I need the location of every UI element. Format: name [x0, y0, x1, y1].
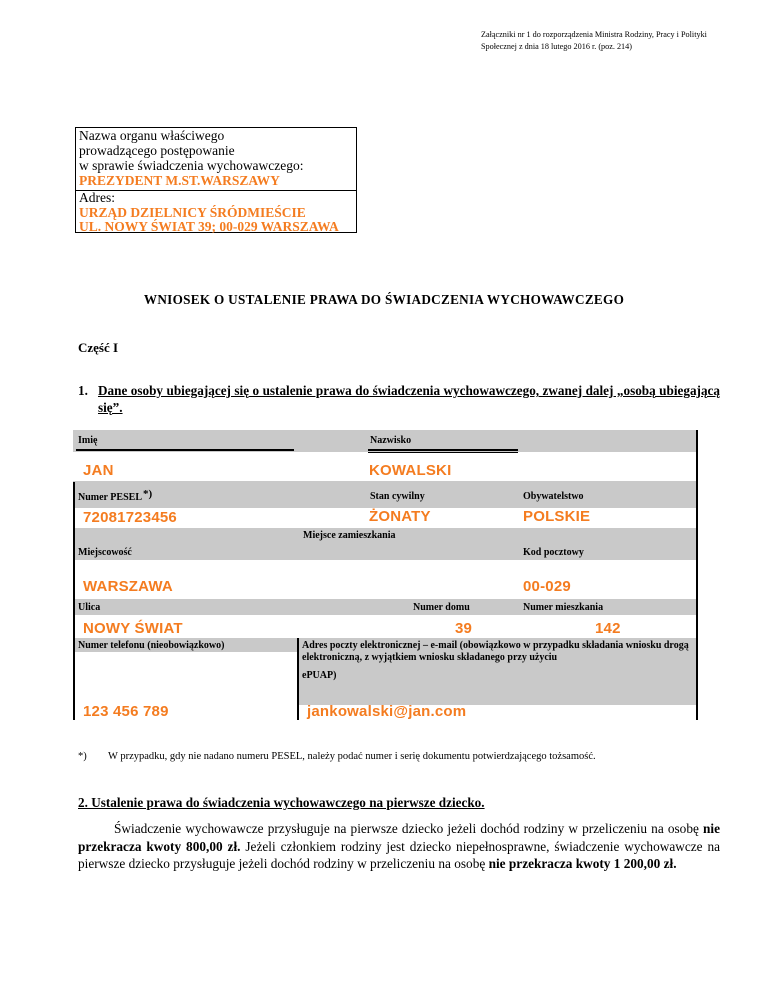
section2-threshold-2: nie przekracza kwoty 1 200,00 zł.: [488, 856, 677, 871]
apartment-number-label: Numer mieszkania: [523, 602, 604, 613]
citizenship-label: Obywatelstwo: [523, 491, 584, 502]
house-number-label: Numer domu: [413, 602, 470, 613]
section1-text: Dane osoby ubiegającej się o ustalenie prawa do świadczenia wychowawczego, zwanej dalej „osobą ubiegającą się”.: [98, 383, 720, 415]
section2-text-1: Świadczenie wychowawcze przysługuje na pierwsze dziecko jeżeli dochód rodziny w przeliczeniu na osobę: [114, 821, 703, 836]
address-line1: URZĄD DZIELNICY ŚRÓDMIEŚCIE: [79, 205, 306, 220]
marital-status-label: Stan cywilny: [370, 491, 425, 502]
address-line2: UL. NOWY ŚWIAT 39; 00-029 WARSZAWA: [79, 219, 339, 234]
document-title: WNIOSEK O USTALENIE PRAWA DO ŚWIADCZENIA WYCHOWAWCZEGO: [143, 292, 625, 307]
address-label: Adres:: [79, 190, 115, 205]
authority-name: PREZYDENT M.ST.WARSZAWY: [79, 173, 280, 188]
regulation-note: Załączniki nr 1 do rozporządzenia Ministra Rodziny, Pracy i Polityki Społecznej z dnia 18 lutego 2016 r. (poz. 214): [481, 30, 707, 51]
postal-code-value[interactable]: 00-029: [523, 578, 571, 595]
city-label: Miejscowość: [78, 547, 132, 558]
authority-label-line3: w sprawie świadczenia wychowawczego:: [79, 158, 304, 173]
part-heading: Część I: [78, 340, 119, 355]
row1-line: [368, 452, 518, 453]
authority-label-line2: prowadzącego postępowanie: [79, 143, 235, 158]
last-name-label: Nazwisko: [370, 435, 412, 446]
citizenship-value[interactable]: POLSKIE: [523, 508, 591, 525]
first-name-underline: [76, 449, 294, 451]
first-name-label: Imię: [78, 435, 98, 446]
marital-status-value[interactable]: ŻONATY: [369, 508, 431, 525]
last-name-value[interactable]: KOWALSKI: [369, 462, 452, 479]
section2-paragraph: [78, 820, 720, 873]
phone-value[interactable]: 123 456 789: [83, 703, 169, 720]
first-name-value[interactable]: JAN: [83, 462, 114, 479]
form-header-row-4: [73, 599, 698, 615]
email-label-end: ePUAP): [302, 670, 337, 681]
apartment-number-value[interactable]: 142: [595, 620, 621, 637]
pesel-label: Numer PESEL*): [78, 488, 153, 503]
phone-label: Numer telefonu (nieobowiązkowo): [78, 640, 225, 651]
authority-divider: [76, 190, 356, 191]
section1-number: 1.: [78, 383, 88, 398]
postal-code-label: Kod pocztowy: [523, 547, 584, 558]
applicant-form: [73, 430, 698, 720]
street-label: Ulica: [78, 602, 101, 613]
last-name-underline: [368, 449, 518, 451]
pesel-value[interactable]: 72081723456: [83, 509, 177, 526]
footnote-mark: *): [78, 751, 87, 762]
house-number-value[interactable]: 39: [455, 620, 473, 637]
pesel-footnote-mark: *): [143, 488, 153, 500]
section2-threshold-1: nie przekracza kwoty 800,00 zł.: [78, 821, 720, 854]
city-value[interactable]: WARSZAWA: [83, 578, 173, 595]
authority-label-line1: Nazwa organu właściwego: [79, 128, 225, 143]
street-value[interactable]: NOWY ŚWIAT: [83, 620, 183, 637]
phone-email-separator: [297, 638, 299, 720]
authority-box: [75, 127, 357, 233]
form-left-border: [73, 482, 75, 720]
footnote-text: W przypadku, gdy nie nadano numeru PESEL, należy podać numer i serię dokumentu potwierdzającego tożsamość.: [108, 751, 596, 762]
email-value[interactable]: jankowalski@jan.com: [307, 703, 467, 720]
email-label: Adres poczty elektronicznej – e-mail (obowiązkowo w przypadku składania wniosku drogą elektroniczną, z wyjątkiem wniosku składanego przy użyciu: [302, 640, 689, 663]
form-right-border: [696, 430, 698, 720]
section2-heading: 2. Ustalenie prawa do świadczenia wychowawczego na pierwsze dziecko.: [78, 795, 485, 810]
residence-label: Miejsce zamieszkania: [303, 530, 396, 541]
section2-text-2: Jeżeli członkiem rodziny jest dziecko niepełnosprawne, świadczenie wychowawcze na pierwsze dziecko przysługuje jeżeli dochód rodziny w przeliczeniu na osobę: [78, 838, 720, 871]
